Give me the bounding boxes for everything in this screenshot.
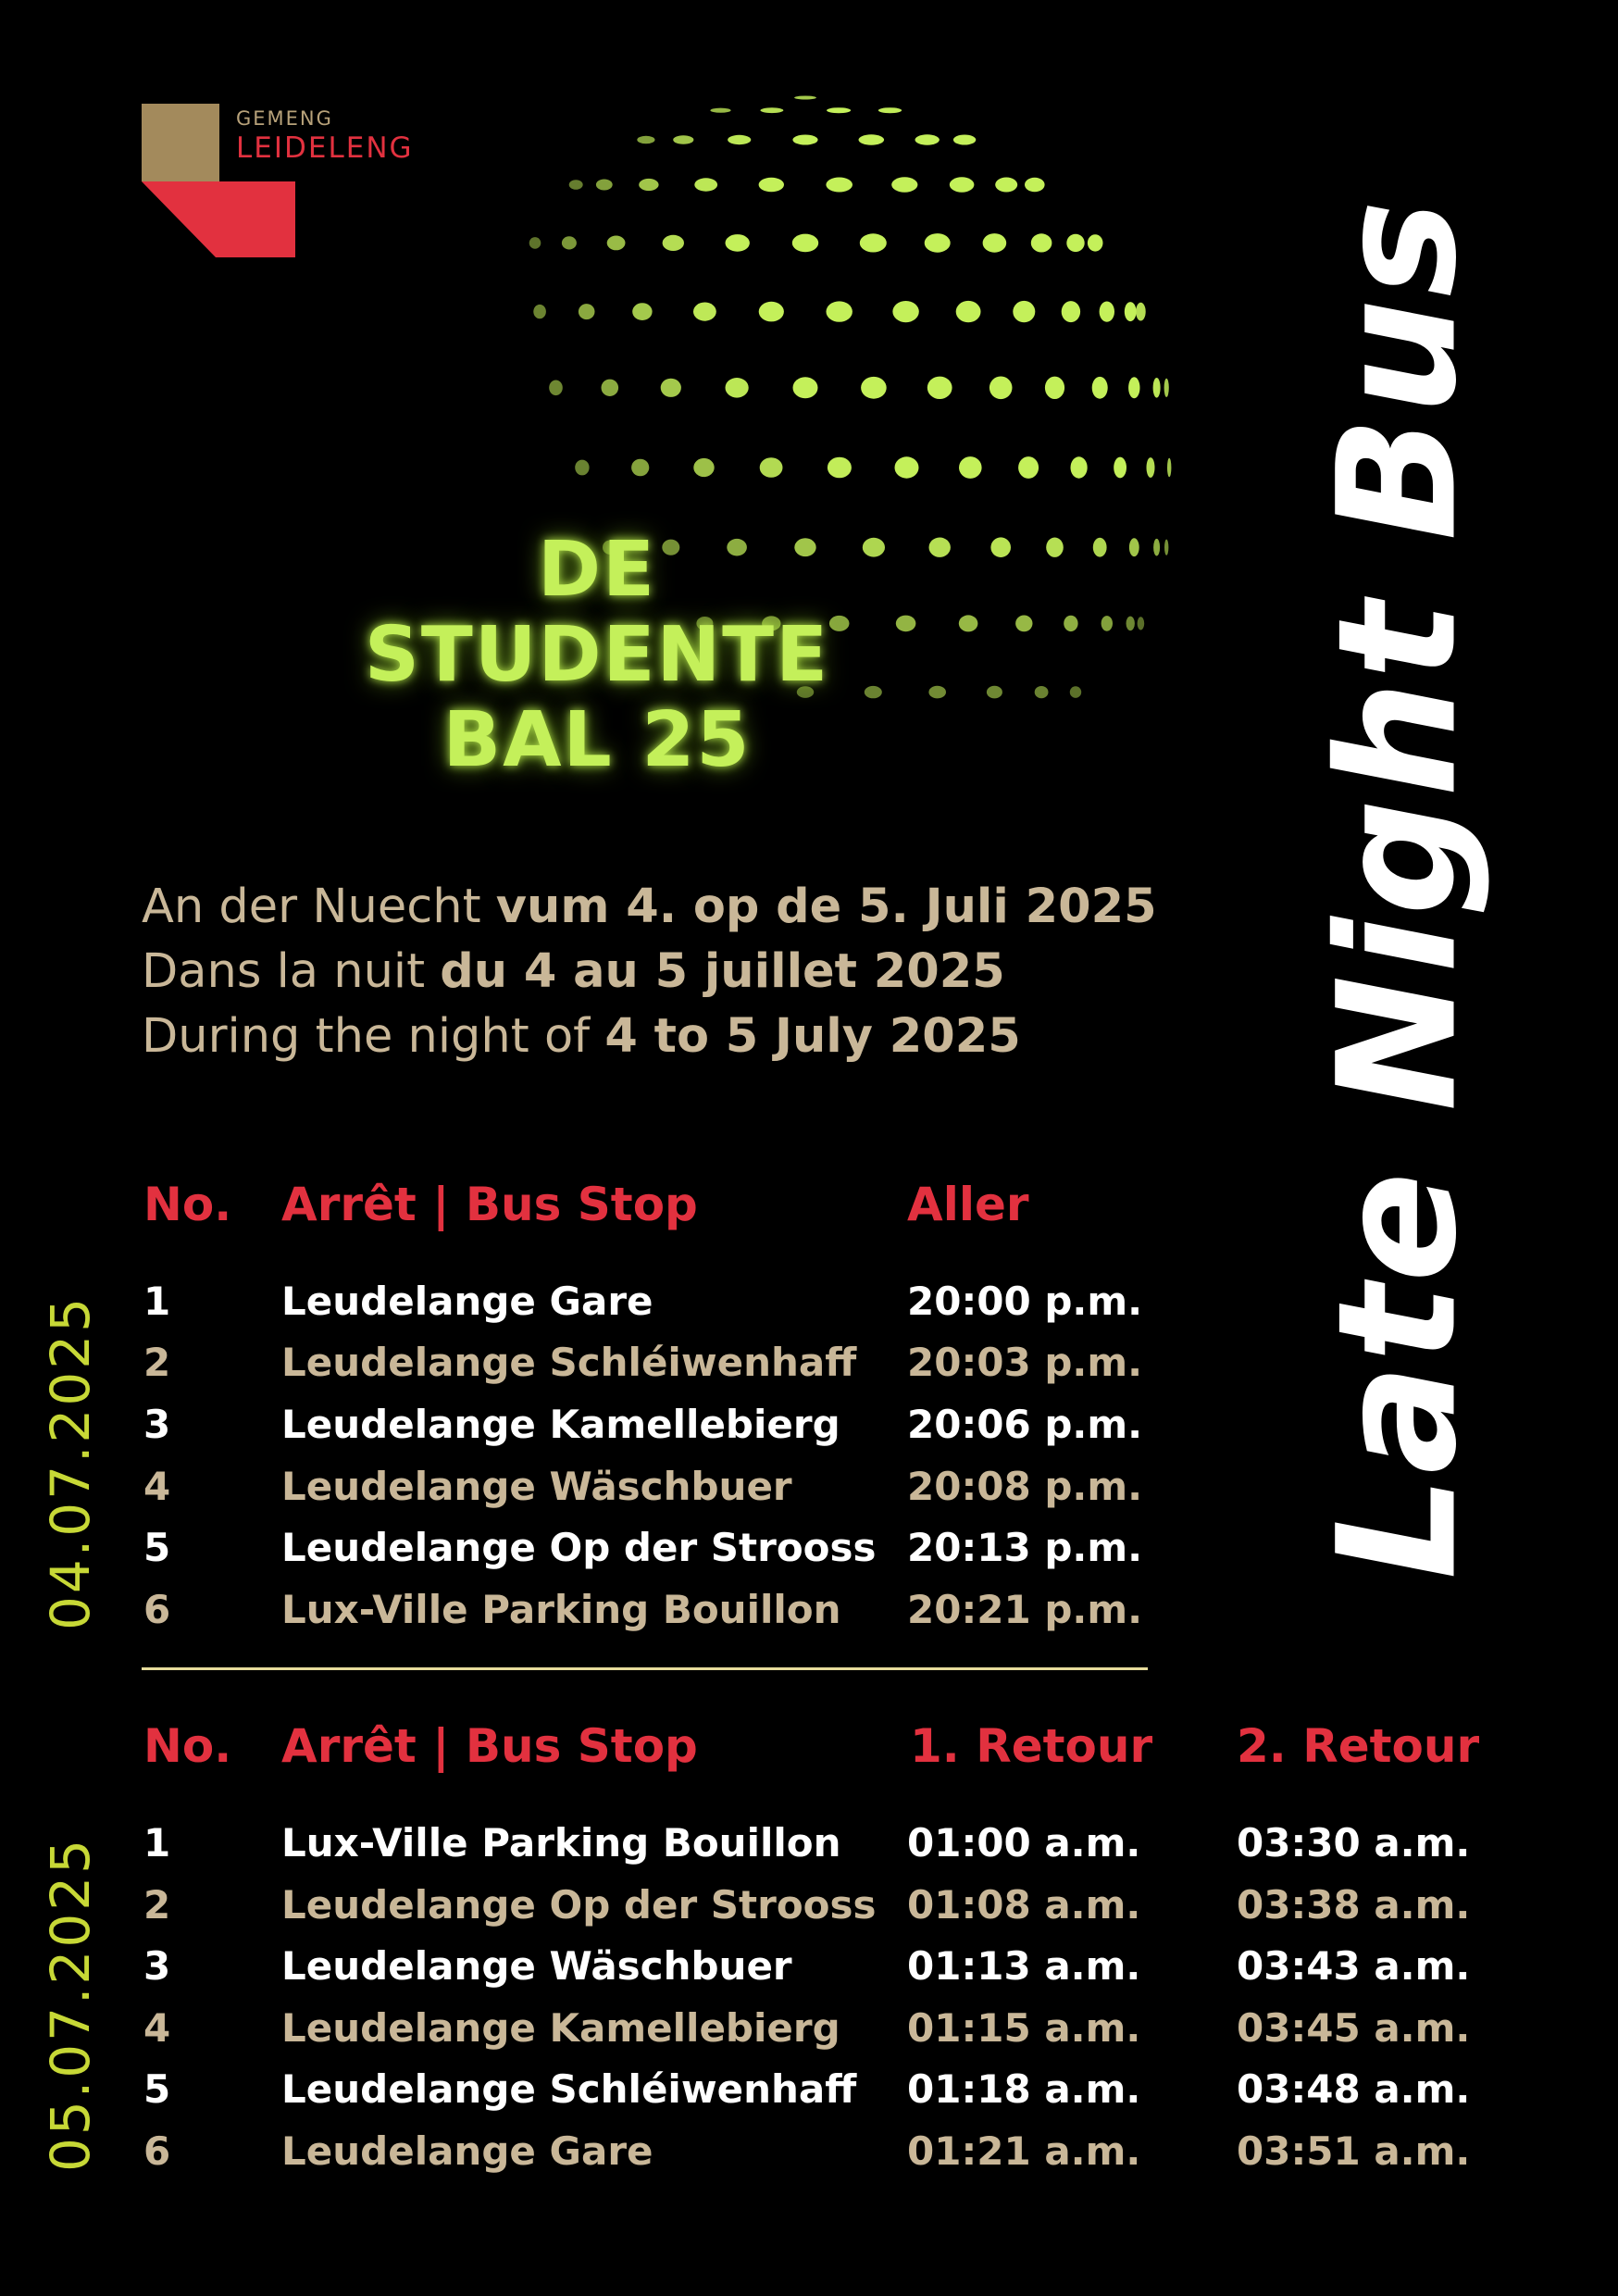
disco-ball-dot <box>1064 616 1077 631</box>
logo-text-big: LEIDELENG <box>236 131 414 165</box>
disco-ball-dot <box>533 305 546 318</box>
disco-ball-dot <box>827 301 853 321</box>
disco-ball-dot <box>915 134 940 144</box>
disco-ball-dot <box>726 378 749 398</box>
disco-ball-dot <box>794 96 816 100</box>
disco-ball-dot <box>693 458 714 477</box>
disco-ball-dot <box>761 107 784 113</box>
disco-ball-dot <box>726 234 750 252</box>
intro-line-fr: Dans la nuit du 4 au 5 juillet 2025 <box>142 944 1005 999</box>
disco-ball-dot <box>927 377 952 399</box>
table-row: 1 Leudelange Gare 20:00 p.m. <box>143 1279 1143 1324</box>
disco-ball-dot <box>529 237 541 249</box>
disco-ball-dot <box>1153 378 1161 398</box>
disco-ball-dot <box>631 459 649 477</box>
intro-text <box>142 875 1157 1069</box>
disco-ball-dot <box>1070 686 1081 698</box>
disco-ball-dot <box>1018 456 1039 479</box>
disco-ball-dot <box>1015 616 1032 632</box>
table-row: 3 Leudelange Wäschbuer 01:13 a.m. 03:43 a.m. <box>143 1943 1471 1989</box>
disco-ball-dot <box>579 304 595 319</box>
disco-ball-dot <box>694 178 717 191</box>
disco-ball-dot <box>953 135 976 145</box>
disco-ball-dot <box>562 236 577 249</box>
disco-ball-dot <box>1101 616 1113 631</box>
table-row: 5 Leudelange Schléiwenhaff 01:18 a.m. 03:48 a.m. <box>143 2066 1471 2112</box>
header-retour-2: 2. Retour <box>1237 1719 1480 1773</box>
late-night-bus-title: Late Night Bus <box>1302 197 1493 1580</box>
disco-ball-dot <box>1164 540 1168 555</box>
disco-ball-dot <box>569 180 583 190</box>
table-row: 4 Leudelange Kamellebierg 01:15 a.m. 03:45 a.m. <box>143 2005 1471 2051</box>
table-row: 2 Leudelange Schléiwenhaff 20:03 p.m. <box>143 1340 1143 1385</box>
disco-ball-dot <box>1114 457 1126 479</box>
disco-ball-dot <box>759 178 784 192</box>
logo-text-small: GEMENG <box>236 107 333 130</box>
disco-ball-dot <box>607 236 626 251</box>
header-stop: Arrêt | Bus Stop <box>281 1719 698 1773</box>
disco-ball-dot <box>950 177 975 192</box>
table-row: 6 Leudelange Gare 01:21 a.m. 03:51 a.m. <box>143 2128 1471 2174</box>
logo-red-shape <box>142 181 295 257</box>
disco-ball-dot <box>895 456 919 478</box>
disco-ball-dot <box>1066 234 1084 252</box>
table-row: 1 Lux-Ville Parking Bouillon 01:00 a.m. 03:30 a.m. <box>143 1820 1471 1866</box>
disco-ball-dot <box>860 233 887 252</box>
header-stop: Arrêt | Bus Stop <box>281 1178 698 1231</box>
event-title-line-1: DE <box>537 526 657 614</box>
disco-ball-dot <box>989 377 1013 400</box>
municipality-logo <box>142 104 438 261</box>
event-title-line-2: STUDENTE <box>364 611 830 699</box>
disco-ball-dot <box>793 377 818 398</box>
disco-ball-dot <box>1035 686 1049 698</box>
disco-ball-dot <box>995 178 1017 193</box>
disco-ball-dot <box>1128 377 1139 398</box>
disco-ball-dot <box>792 234 818 253</box>
disco-ball-dot <box>759 302 784 322</box>
disco-ball-dot <box>892 301 918 322</box>
disco-ball-dot <box>1126 617 1135 631</box>
disco-ball-dot <box>602 380 619 396</box>
disco-ball-dot <box>1088 234 1103 251</box>
disco-ball-dot <box>1071 456 1088 478</box>
disco-ball-dot <box>956 301 981 322</box>
table-row: 4 Leudelange Wäschbuer 20:08 p.m. <box>143 1464 1143 1509</box>
event-title <box>185 528 1009 783</box>
disco-ball-dot <box>861 377 887 399</box>
table-row: 6 Lux-Ville Parking Bouillon 20:21 p.m. <box>143 1587 1143 1632</box>
header-no: No. <box>143 1719 232 1773</box>
disco-ball-dot <box>859 134 885 144</box>
disco-ball-dot <box>1093 538 1107 557</box>
disco-ball-dot <box>827 107 851 113</box>
disco-ball-dot <box>1138 617 1145 630</box>
disco-ball-dot <box>891 177 917 192</box>
disco-ball-dot <box>1092 377 1108 399</box>
disco-ball-dot <box>1153 539 1160 556</box>
disco-ball-dot <box>959 456 982 479</box>
disco-ball-dot <box>1013 301 1035 322</box>
disco-ball-dot <box>1167 458 1171 477</box>
disco-ball-dot <box>1129 538 1139 556</box>
intro-line-en: During the night of 4 to 5 July 2025 <box>142 1009 1021 1064</box>
disco-ball-dot <box>549 381 563 396</box>
logo-gold-square <box>142 104 219 181</box>
disco-ball-dot <box>632 303 652 320</box>
return-date: 05.07.2025 <box>39 1836 102 2173</box>
disco-ball-dot <box>710 108 730 113</box>
intro-line-lb: An der Nuecht vum 4. op de 5. Juli 2025 <box>142 880 1157 934</box>
disco-ball-dot <box>728 135 751 144</box>
disco-ball-dot <box>639 179 658 191</box>
disco-ball-dot <box>693 303 716 321</box>
disco-ball-dot <box>1164 379 1169 397</box>
disco-ball-dot <box>828 457 852 479</box>
disco-ball-dot <box>1046 538 1064 557</box>
disco-ball-dot <box>661 379 681 397</box>
disco-ball-dot <box>792 135 817 145</box>
disco-ball-dot <box>826 178 853 193</box>
disco-ball-dot <box>983 233 1007 253</box>
disco-ball-dot <box>1045 377 1064 399</box>
header-aller: Aller <box>907 1178 1029 1231</box>
table-row: 2 Leudelange Op der Strooss 01:08 a.m. 03:38 a.m. <box>143 1882 1471 1928</box>
table-row: 3 Leudelange Kamellebierg 20:06 p.m. <box>143 1402 1143 1447</box>
table-row: 5 Leudelange Op der Strooss 20:13 p.m. <box>143 1525 1143 1570</box>
outbound-date: 04.07.2025 <box>39 1294 102 1631</box>
section-divider <box>142 1667 1148 1670</box>
disco-ball-dot <box>1125 302 1137 321</box>
event-title-line-3: BAL 25 <box>442 696 752 784</box>
disco-ball-dot <box>878 107 902 113</box>
disco-ball-dot <box>1062 301 1080 322</box>
disco-ball-dot <box>575 460 589 476</box>
header-no: No. <box>143 1178 232 1231</box>
disco-ball-dot <box>1136 303 1146 321</box>
disco-ball-dot <box>1025 178 1045 192</box>
disco-ball-dot <box>663 235 684 251</box>
disco-ball-dot <box>596 180 613 191</box>
disco-ball-dot <box>1147 457 1155 478</box>
disco-ball-dot <box>1100 302 1114 322</box>
header-retour-1: 1. Retour <box>910 1719 1153 1773</box>
disco-ball-dot <box>760 457 783 478</box>
disco-ball-dot <box>673 135 693 144</box>
disco-ball-dot <box>925 233 951 253</box>
disco-ball-dot <box>637 136 654 144</box>
disco-ball-dot <box>1031 233 1052 252</box>
